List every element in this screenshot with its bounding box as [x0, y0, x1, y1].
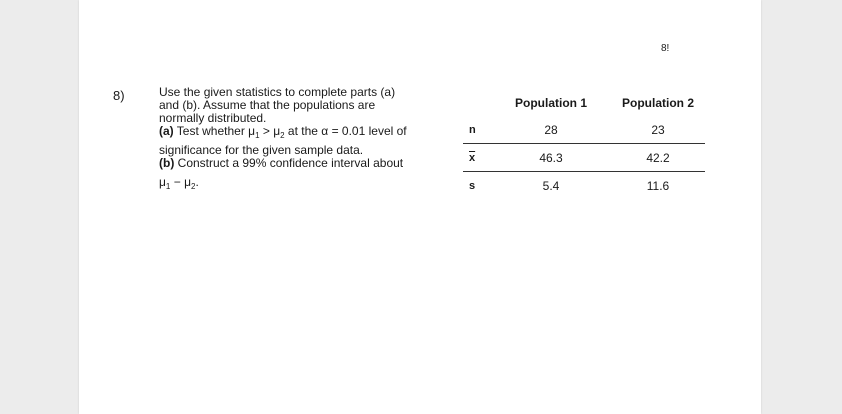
mu-2: $\mu_2$ — [273, 124, 285, 140]
table-row — [463, 144, 705, 172]
cell-s-pop2: 11.6 — [611, 172, 705, 200]
part-a-label: (a) — [159, 124, 174, 138]
cell-xbar-pop1: 46.3 — [491, 144, 611, 172]
part-b-label: (b) — [159, 156, 175, 170]
question-line-2: and (b). Assume that the populations are — [159, 98, 376, 112]
table-row — [463, 172, 705, 200]
question-line-5: significance for the given sample data. — [159, 143, 364, 157]
table-header-row — [463, 89, 705, 116]
cell-xbar-pop2: 42.2 — [611, 144, 705, 172]
row-label-xbar: $\overline{x}$ — [463, 144, 491, 172]
question-part-b: (b) Construct a 99% confidence interval about — [159, 156, 404, 170]
question-part-a: (a) Test whether $\mu_1 > \mu_2$ at the α = 0.01 level of — [159, 124, 407, 140]
cell-s-pop1: 5.4 — [491, 172, 611, 200]
row-label-s: s — [463, 172, 491, 200]
page-corner-mark: 8! — [661, 43, 670, 54]
question-text — [159, 86, 459, 189]
cell-n-pop2: 23 — [651, 122, 665, 137]
question-number: 8) — [113, 88, 125, 103]
header-blank — [463, 89, 491, 116]
header-population-1: Population 1 — [515, 95, 587, 110]
table-row — [463, 116, 705, 144]
question-line-1: Use the given statistics to complete parts (a) — [159, 85, 396, 99]
header-population-2: Population 2 — [622, 95, 694, 110]
document-page — [79, 0, 761, 414]
row-label-n: n — [469, 123, 476, 136]
mu-difference: $\mu_1 - \mu_2$. — [159, 175, 199, 191]
question-line-3: normally distributed. — [159, 111, 267, 125]
mu-1: $\mu_1$ — [248, 124, 260, 140]
cell-n-pop1: 28 — [544, 122, 558, 137]
statistics-table — [463, 89, 705, 199]
alpha-expression: α = 0.01 — [321, 124, 366, 138]
